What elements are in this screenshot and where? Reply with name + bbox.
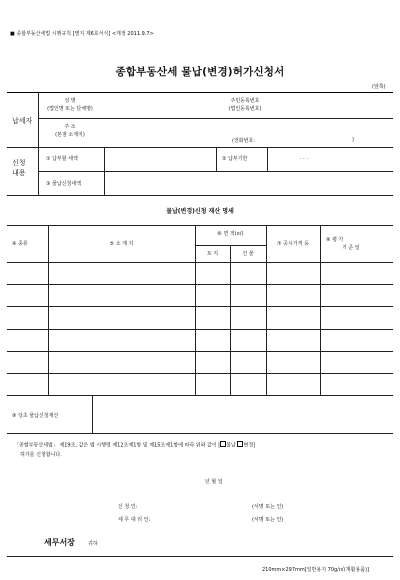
col-price-header: ⑦ 공시가격 등 bbox=[277, 241, 309, 247]
col-building-header: 건 물 bbox=[242, 251, 254, 257]
paper-spec-footer: 210mm×297mm[일반용지 70g/㎡(재활용품)] bbox=[262, 567, 370, 573]
application-section-label-1: 신청 bbox=[12, 159, 26, 167]
taxpayer-row-divider bbox=[38, 118, 393, 119]
agent-sign-field[interactable]: (서명 또는 인) bbox=[252, 517, 284, 523]
date-line: 년 월 일 bbox=[205, 479, 223, 485]
due-date-label: ② 납부기한 bbox=[222, 156, 248, 162]
name-label: 성 명 bbox=[64, 98, 76, 104]
table-col-line-1 bbox=[48, 225, 49, 395]
property-table-title: 물납(변경)신청 재산 명세 bbox=[166, 208, 234, 215]
page-side-label: (앞쪽) bbox=[372, 84, 386, 90]
declaration-line-1: 「종합부동산세법」 제19조, 같은 법 시행령 제12조제1항 및 제15조제1항에 따라 위와 같이 [ bbox=[14, 442, 221, 449]
id-number-label: 주민등록번호 bbox=[230, 98, 260, 104]
bottom-rule bbox=[7, 556, 393, 557]
area-subheader-rule bbox=[195, 245, 266, 246]
col-area-header: ⑥ 면 적(㎡) bbox=[217, 231, 244, 237]
taxpayer-section-label: 납세자 bbox=[12, 117, 33, 125]
form-regulation-note: ■ 종합부동산세법 시행규칙 [별지 제6호서식] <개정 2011.9.7> bbox=[10, 31, 154, 37]
address-label: 주 소 bbox=[64, 124, 76, 130]
form-title: 종합부동산세 물납(변경)허가신청서 bbox=[115, 66, 285, 78]
col-land-header: 토 지 bbox=[206, 251, 219, 257]
table-row bbox=[7, 306, 393, 307]
address-sublabel: (본점 소재지) bbox=[55, 132, 85, 138]
recipient-title: 세무서장 bbox=[44, 538, 75, 547]
alt-property-label: ⑨ 당초 물납신청재산 bbox=[12, 413, 59, 419]
due-date-value: . . . bbox=[300, 155, 308, 161]
tax-amount-label: ① 납부할 세액 bbox=[46, 156, 78, 162]
table-row bbox=[7, 329, 393, 330]
col-date-header: 기 준 일 bbox=[342, 245, 360, 251]
agent-label: 세 무 대 리 인: bbox=[118, 517, 151, 523]
col-value-header: ⑧ 평 가 bbox=[326, 237, 344, 243]
table-bottom-rule bbox=[7, 395, 393, 396]
table-top-rule bbox=[7, 225, 393, 226]
col-type-header: ④ 종류 bbox=[12, 241, 28, 247]
application-bottom-rule bbox=[7, 195, 393, 196]
phone-label: (전화번호: bbox=[232, 138, 255, 144]
requested-tax-label: ③ 물납신청세액 bbox=[46, 181, 82, 187]
applicant-label: 신 청 인: bbox=[118, 504, 138, 510]
application-mid-divider bbox=[216, 147, 217, 171]
taxpayer-divider bbox=[38, 92, 39, 148]
table-col-line-5 bbox=[320, 225, 321, 395]
table-row bbox=[7, 373, 393, 374]
alt-property-divider bbox=[92, 395, 93, 433]
table-row bbox=[7, 351, 393, 352]
recipient-suffix: 귀하 bbox=[88, 541, 98, 547]
table-row bbox=[7, 284, 393, 285]
taxpayer-bottom-rule bbox=[7, 147, 393, 148]
col-location-header: ⑤ 소 재 지 bbox=[109, 241, 134, 247]
table-header-bottom-rule bbox=[7, 262, 393, 263]
application-mid-divider-2 bbox=[267, 147, 268, 171]
name-sublabel: (법인명 또는 단체명) bbox=[47, 106, 93, 112]
option-change-label: 변경] bbox=[243, 442, 256, 449]
corp-id-number-label: (법인등록번호) bbox=[228, 106, 262, 112]
option-payment-in-kind-label: 물납 bbox=[226, 442, 236, 449]
top-rule bbox=[7, 92, 393, 93]
declaration-text bbox=[14, 441, 255, 449]
alt-property-bottom-rule bbox=[7, 433, 393, 434]
application-row-divider bbox=[38, 171, 393, 172]
application-section-label-2: 내용 bbox=[12, 169, 26, 177]
table-col-line-4 bbox=[266, 225, 267, 395]
applicant-sign-field[interactable]: (서명 또는 인) bbox=[252, 504, 284, 510]
phone-close: ) bbox=[352, 137, 354, 143]
declaration-line-2: 허가를 신청합니다. bbox=[20, 452, 62, 458]
